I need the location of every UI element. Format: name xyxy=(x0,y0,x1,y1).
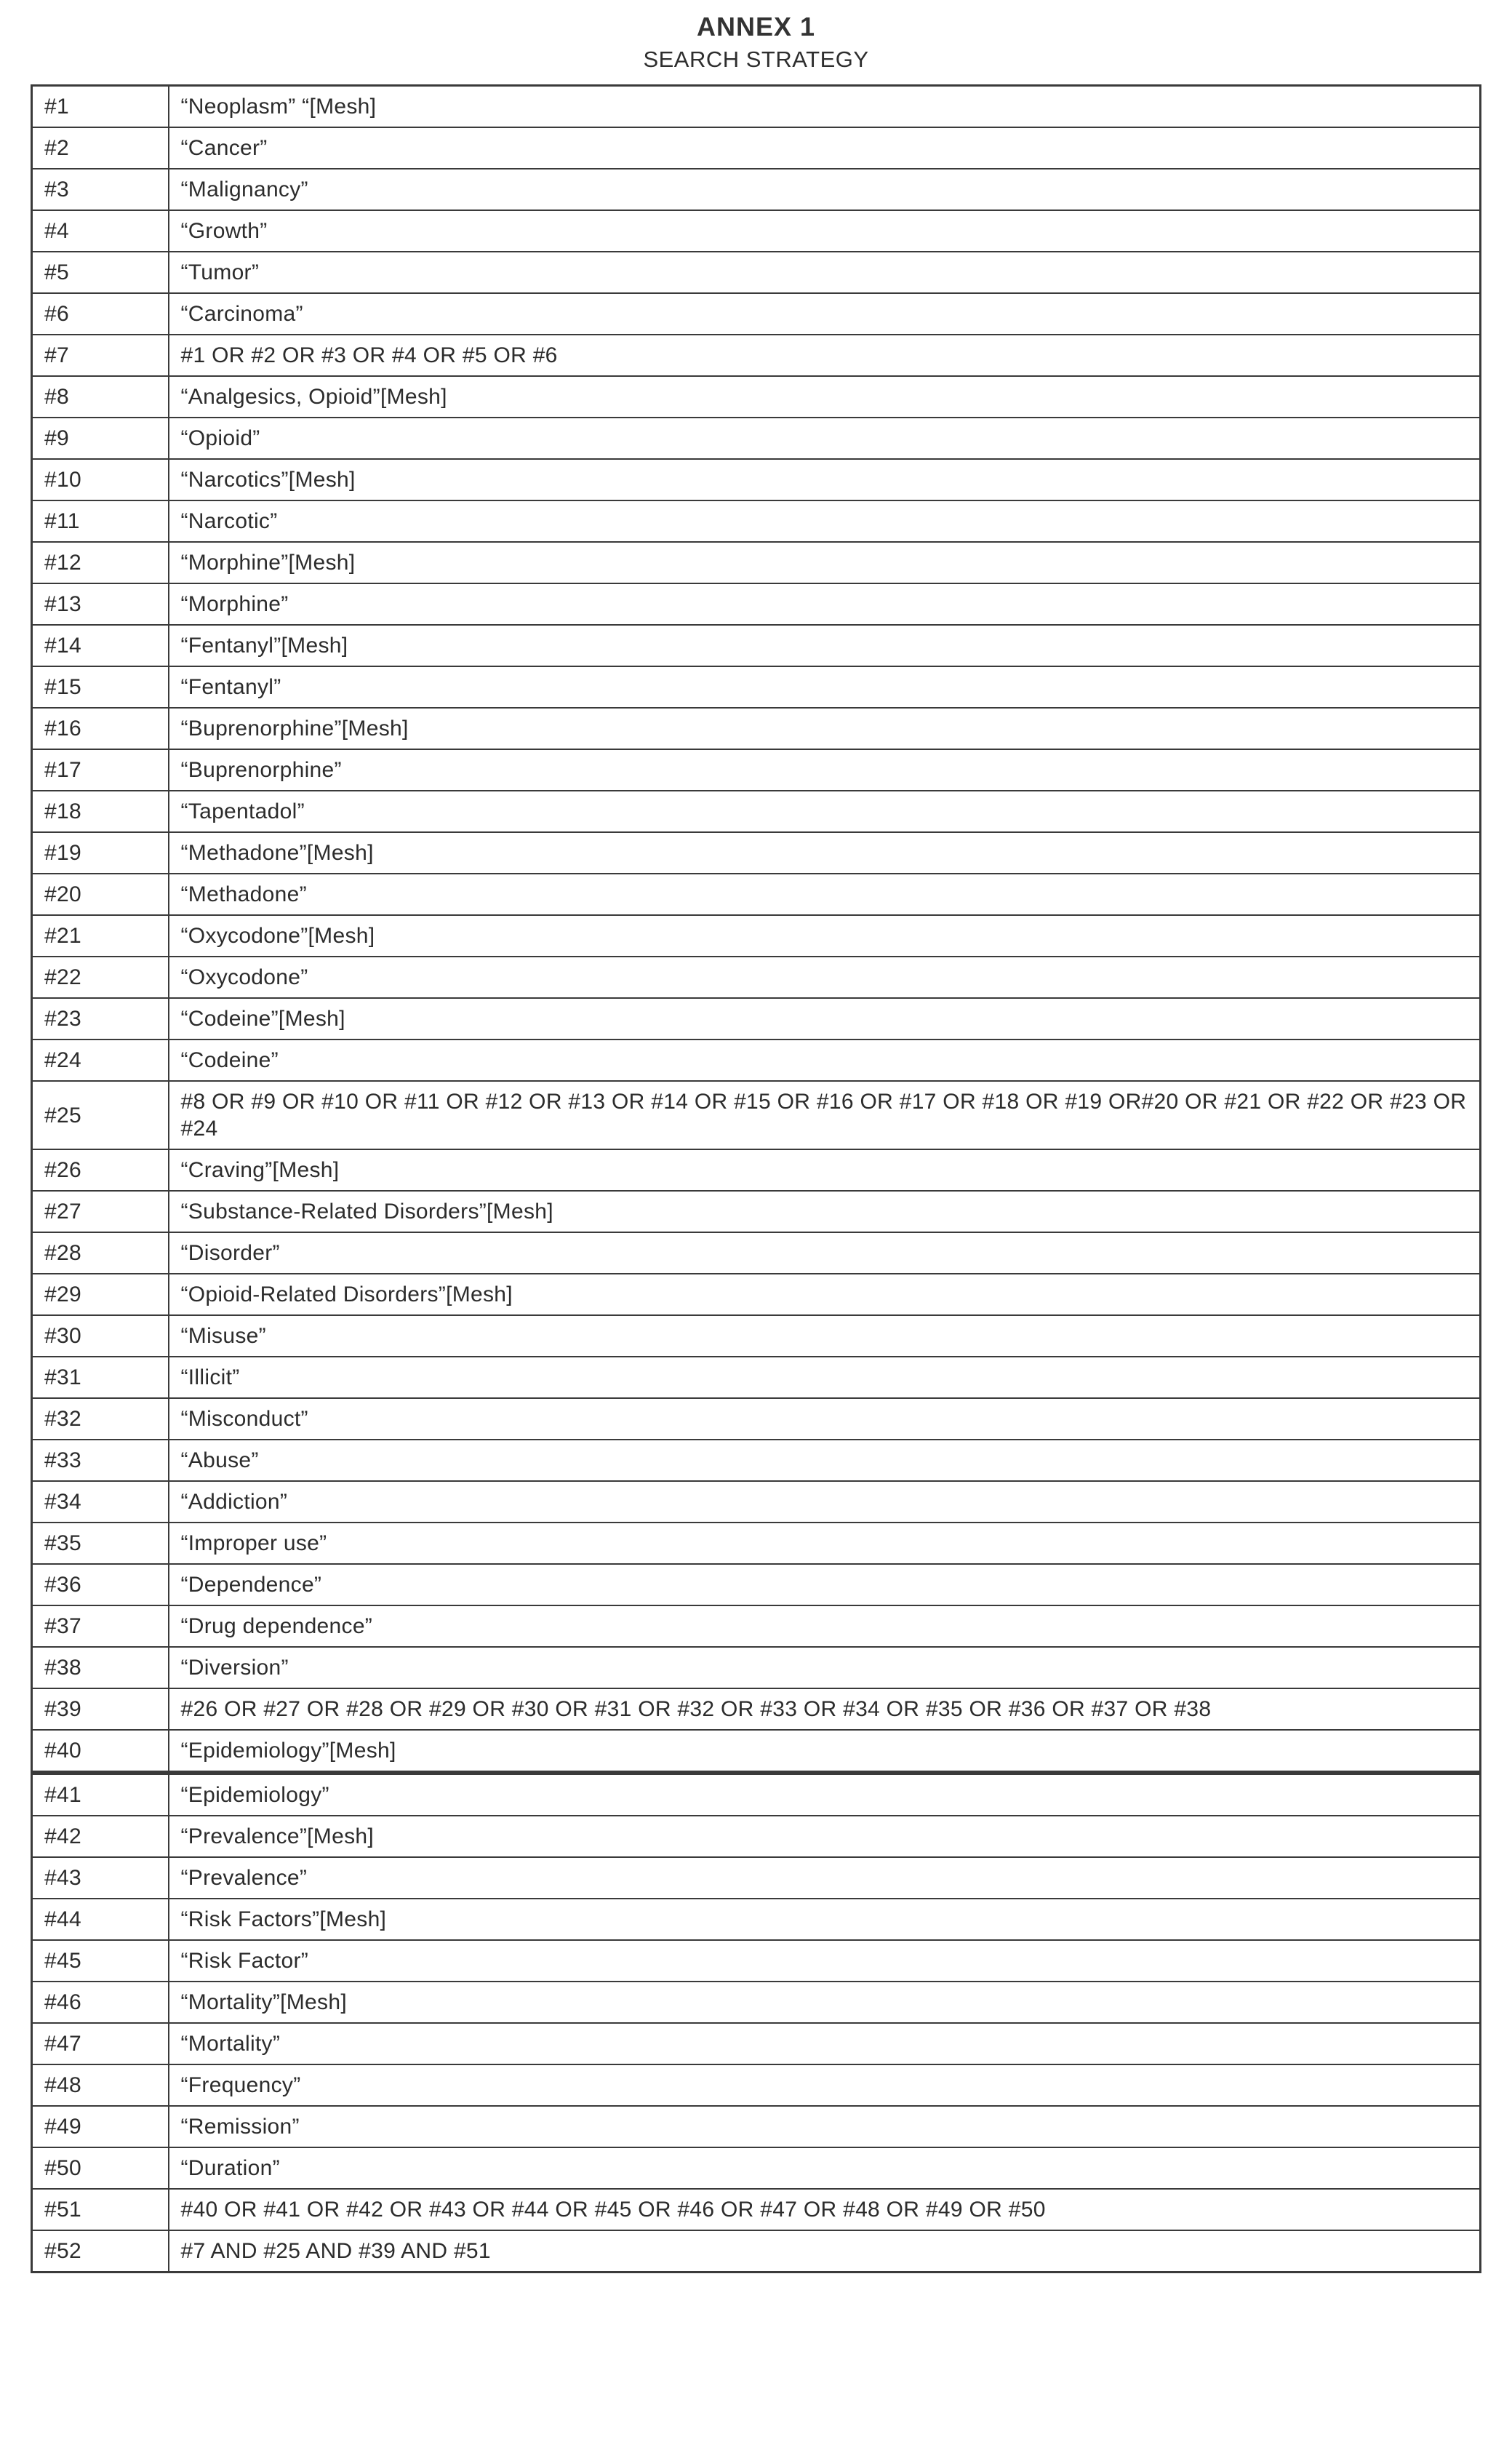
table-row xyxy=(32,335,1481,376)
row-id-cell: #30 xyxy=(32,1315,169,1357)
table-row xyxy=(32,1081,1481,1149)
row-id-cell: #22 xyxy=(32,957,169,998)
row-query-cell: “Morphine” xyxy=(169,583,1481,625)
table-row xyxy=(32,1191,1481,1232)
row-query-cell: “Misuse” xyxy=(169,1315,1481,1357)
row-query-cell: “Codeine”[Mesh] xyxy=(169,998,1481,1040)
row-query-cell: “Prevalence” xyxy=(169,1857,1481,1899)
table-row xyxy=(32,1857,1481,1899)
row-id-cell: #14 xyxy=(32,625,169,666)
row-id-cell: #39 xyxy=(32,1688,169,1730)
page-title: ANNEX 1 xyxy=(696,12,816,41)
row-id-cell: #33 xyxy=(32,1440,169,1481)
row-id-cell: #16 xyxy=(32,708,169,749)
row-query-cell: “Prevalence”[Mesh] xyxy=(169,1816,1481,1857)
row-id-cell: #12 xyxy=(32,542,169,583)
table-row xyxy=(32,1982,1481,2023)
row-id-cell: #47 xyxy=(32,2023,169,2064)
row-id-cell: #13 xyxy=(32,583,169,625)
table-row xyxy=(32,1149,1481,1191)
row-query-cell: “Substance-Related Disorders”[Mesh] xyxy=(169,1191,1481,1232)
search-strategy-table-wrap xyxy=(31,84,1481,2273)
row-id-cell: #49 xyxy=(32,2106,169,2147)
row-query-cell: “Methadone” xyxy=(169,874,1481,915)
row-query-cell: “Epidemiology”[Mesh] xyxy=(169,1730,1481,1773)
table-row xyxy=(32,252,1481,293)
row-query-cell: “Diversion” xyxy=(169,1647,1481,1688)
search-strategy-table xyxy=(31,84,1481,2273)
table-row xyxy=(32,1315,1481,1357)
row-query-cell: “Risk Factors”[Mesh] xyxy=(169,1899,1481,1940)
row-id-cell: #19 xyxy=(32,832,169,874)
row-id-cell: #7 xyxy=(32,335,169,376)
table-row xyxy=(32,2230,1481,2273)
row-id-cell: #41 xyxy=(32,1773,169,1816)
row-id-cell: #6 xyxy=(32,293,169,335)
table-row xyxy=(32,1647,1481,1688)
row-query-cell: “Disorder” xyxy=(169,1232,1481,1274)
table-row xyxy=(32,2147,1481,2189)
row-query-cell: “Improper use” xyxy=(169,1523,1481,1564)
row-id-cell: #3 xyxy=(32,169,169,210)
row-id-cell: #20 xyxy=(32,874,169,915)
table-row xyxy=(32,915,1481,957)
row-id-cell: #35 xyxy=(32,1523,169,1564)
table-row xyxy=(32,583,1481,625)
row-id-cell: #1 xyxy=(32,86,169,128)
row-query-cell: “Malignancy” xyxy=(169,169,1481,210)
row-query-cell: “Growth” xyxy=(169,210,1481,252)
row-id-cell: #23 xyxy=(32,998,169,1040)
table-row xyxy=(32,708,1481,749)
row-id-cell: #15 xyxy=(32,666,169,708)
table-row xyxy=(32,998,1481,1040)
table-row xyxy=(32,1688,1481,1730)
row-id-cell: #50 xyxy=(32,2147,169,2189)
row-id-cell: #4 xyxy=(32,210,169,252)
row-id-cell: #25 xyxy=(32,1081,169,1149)
table-row xyxy=(32,666,1481,708)
table-row xyxy=(32,376,1481,418)
row-query-cell: “Oxycodone” xyxy=(169,957,1481,998)
table-row xyxy=(32,542,1481,583)
row-id-cell: #52 xyxy=(32,2230,169,2273)
row-id-cell: #45 xyxy=(32,1940,169,1982)
row-query-cell: “Cancer” xyxy=(169,127,1481,169)
row-id-cell: #24 xyxy=(32,1040,169,1081)
row-query-cell: #26 OR #27 OR #28 OR #29 OR #30 OR #31 OR #32 OR #33 OR #34 OR #35 OR #36 OR #37 OR #38 xyxy=(169,1688,1481,1730)
row-id-cell: #10 xyxy=(32,459,169,500)
row-query-cell: #40 OR #41 OR #42 OR #43 OR #44 OR #45 OR #46 OR #47 OR #48 OR #49 OR #50 xyxy=(169,2189,1481,2230)
row-query-cell: “Epidemiology” xyxy=(169,1773,1481,1816)
row-query-cell: “Methadone”[Mesh] xyxy=(169,832,1481,874)
table-row xyxy=(32,127,1481,169)
row-query-cell: “Opioid-Related Disorders”[Mesh] xyxy=(169,1274,1481,1315)
table-row xyxy=(32,459,1481,500)
row-query-cell: #8 OR #9 OR #10 OR #11 OR #12 OR #13 OR #14 OR #15 OR #16 OR #17 OR #18 OR #19 OR#20 OR #21 OR #22 OR #23 OR #24 xyxy=(169,1081,1481,1149)
row-id-cell: #2 xyxy=(32,127,169,169)
table-row xyxy=(32,1481,1481,1523)
row-query-cell: “Buprenorphine”[Mesh] xyxy=(169,708,1481,749)
row-id-cell: #40 xyxy=(32,1730,169,1773)
table-row xyxy=(32,1605,1481,1647)
row-id-cell: #48 xyxy=(32,2064,169,2106)
table-row xyxy=(32,1398,1481,1440)
row-query-cell: “Tumor” xyxy=(169,252,1481,293)
row-query-cell: “Tapentadol” xyxy=(169,791,1481,832)
row-query-cell: “Analgesics, Opioid”[Mesh] xyxy=(169,376,1481,418)
page-header xyxy=(0,0,1512,73)
table-row xyxy=(32,2023,1481,2064)
table-row xyxy=(32,1730,1481,1773)
table-row xyxy=(32,1440,1481,1481)
table-row xyxy=(32,1232,1481,1274)
table-row xyxy=(32,2189,1481,2230)
row-id-cell: #5 xyxy=(32,252,169,293)
table-row xyxy=(32,625,1481,666)
row-id-cell: #32 xyxy=(32,1398,169,1440)
table-row xyxy=(32,2106,1481,2147)
table-row xyxy=(32,293,1481,335)
table-row xyxy=(32,1564,1481,1605)
row-query-cell: “Mortality”[Mesh] xyxy=(169,1982,1481,2023)
page-subtitle: SEARCH STRATEGY xyxy=(643,47,869,72)
table-row xyxy=(32,1357,1481,1398)
row-query-cell: “Craving”[Mesh] xyxy=(169,1149,1481,1191)
row-query-cell: “Neoplasm” “[Mesh] xyxy=(169,86,1481,128)
row-id-cell: #46 xyxy=(32,1982,169,2023)
row-query-cell: “Risk Factor” xyxy=(169,1940,1481,1982)
table-row xyxy=(32,832,1481,874)
row-id-cell: #29 xyxy=(32,1274,169,1315)
row-query-cell: “Remission” xyxy=(169,2106,1481,2147)
row-id-cell: #27 xyxy=(32,1191,169,1232)
table-row xyxy=(32,1040,1481,1081)
row-query-cell: “Fentanyl” xyxy=(169,666,1481,708)
row-id-cell: #11 xyxy=(32,500,169,542)
row-id-cell: #36 xyxy=(32,1564,169,1605)
table-row xyxy=(32,2064,1481,2106)
row-query-cell: “Narcotic” xyxy=(169,500,1481,542)
row-id-cell: #31 xyxy=(32,1357,169,1398)
row-query-cell: “Frequency” xyxy=(169,2064,1481,2106)
table-row xyxy=(32,500,1481,542)
row-query-cell: “Morphine”[Mesh] xyxy=(169,542,1481,583)
table-row xyxy=(32,791,1481,832)
row-query-cell: “Buprenorphine” xyxy=(169,749,1481,791)
row-query-cell: “Narcotics”[Mesh] xyxy=(169,459,1481,500)
row-id-cell: #34 xyxy=(32,1481,169,1523)
row-id-cell: #28 xyxy=(32,1232,169,1274)
row-id-cell: #44 xyxy=(32,1899,169,1940)
row-id-cell: #37 xyxy=(32,1605,169,1647)
row-query-cell: “Misconduct” xyxy=(169,1398,1481,1440)
row-query-cell: “Carcinoma” xyxy=(169,293,1481,335)
row-query-cell: “Opioid” xyxy=(169,418,1481,459)
row-id-cell: #21 xyxy=(32,915,169,957)
row-id-cell: #26 xyxy=(32,1149,169,1191)
row-query-cell: “Dependence” xyxy=(169,1564,1481,1605)
row-query-cell: “Duration” xyxy=(169,2147,1481,2189)
row-query-cell: “Illicit” xyxy=(169,1357,1481,1398)
row-id-cell: #17 xyxy=(32,749,169,791)
row-query-cell: “Drug dependence” xyxy=(169,1605,1481,1647)
row-query-cell: “Addiction” xyxy=(169,1481,1481,1523)
row-id-cell: #43 xyxy=(32,1857,169,1899)
row-query-cell: “Codeine” xyxy=(169,1040,1481,1081)
row-id-cell: #9 xyxy=(32,418,169,459)
table-row xyxy=(32,1274,1481,1315)
table-row xyxy=(32,1899,1481,1940)
table-row xyxy=(32,418,1481,459)
table-row xyxy=(32,210,1481,252)
table-row xyxy=(32,957,1481,998)
table-row xyxy=(32,1816,1481,1857)
row-query-cell: “Oxycodone”[Mesh] xyxy=(169,915,1481,957)
row-id-cell: #51 xyxy=(32,2189,169,2230)
row-id-cell: #38 xyxy=(32,1647,169,1688)
row-id-cell: #18 xyxy=(32,791,169,832)
row-query-cell: “Mortality” xyxy=(169,2023,1481,2064)
table-row xyxy=(32,1523,1481,1564)
table-row xyxy=(32,1940,1481,1982)
table-row xyxy=(32,874,1481,915)
row-query-cell: “Abuse” xyxy=(169,1440,1481,1481)
table-row xyxy=(32,749,1481,791)
row-id-cell: #8 xyxy=(32,376,169,418)
row-id-cell: #42 xyxy=(32,1816,169,1857)
row-query-cell: #7 AND #25 AND #39 AND #51 xyxy=(169,2230,1481,2273)
table-row xyxy=(32,169,1481,210)
table-row xyxy=(32,1773,1481,1816)
row-query-cell: #1 OR #2 OR #3 OR #4 OR #5 OR #6 xyxy=(169,335,1481,376)
table-row xyxy=(32,86,1481,128)
search-strategy-table-body xyxy=(32,86,1481,2273)
row-query-cell: “Fentanyl”[Mesh] xyxy=(169,625,1481,666)
